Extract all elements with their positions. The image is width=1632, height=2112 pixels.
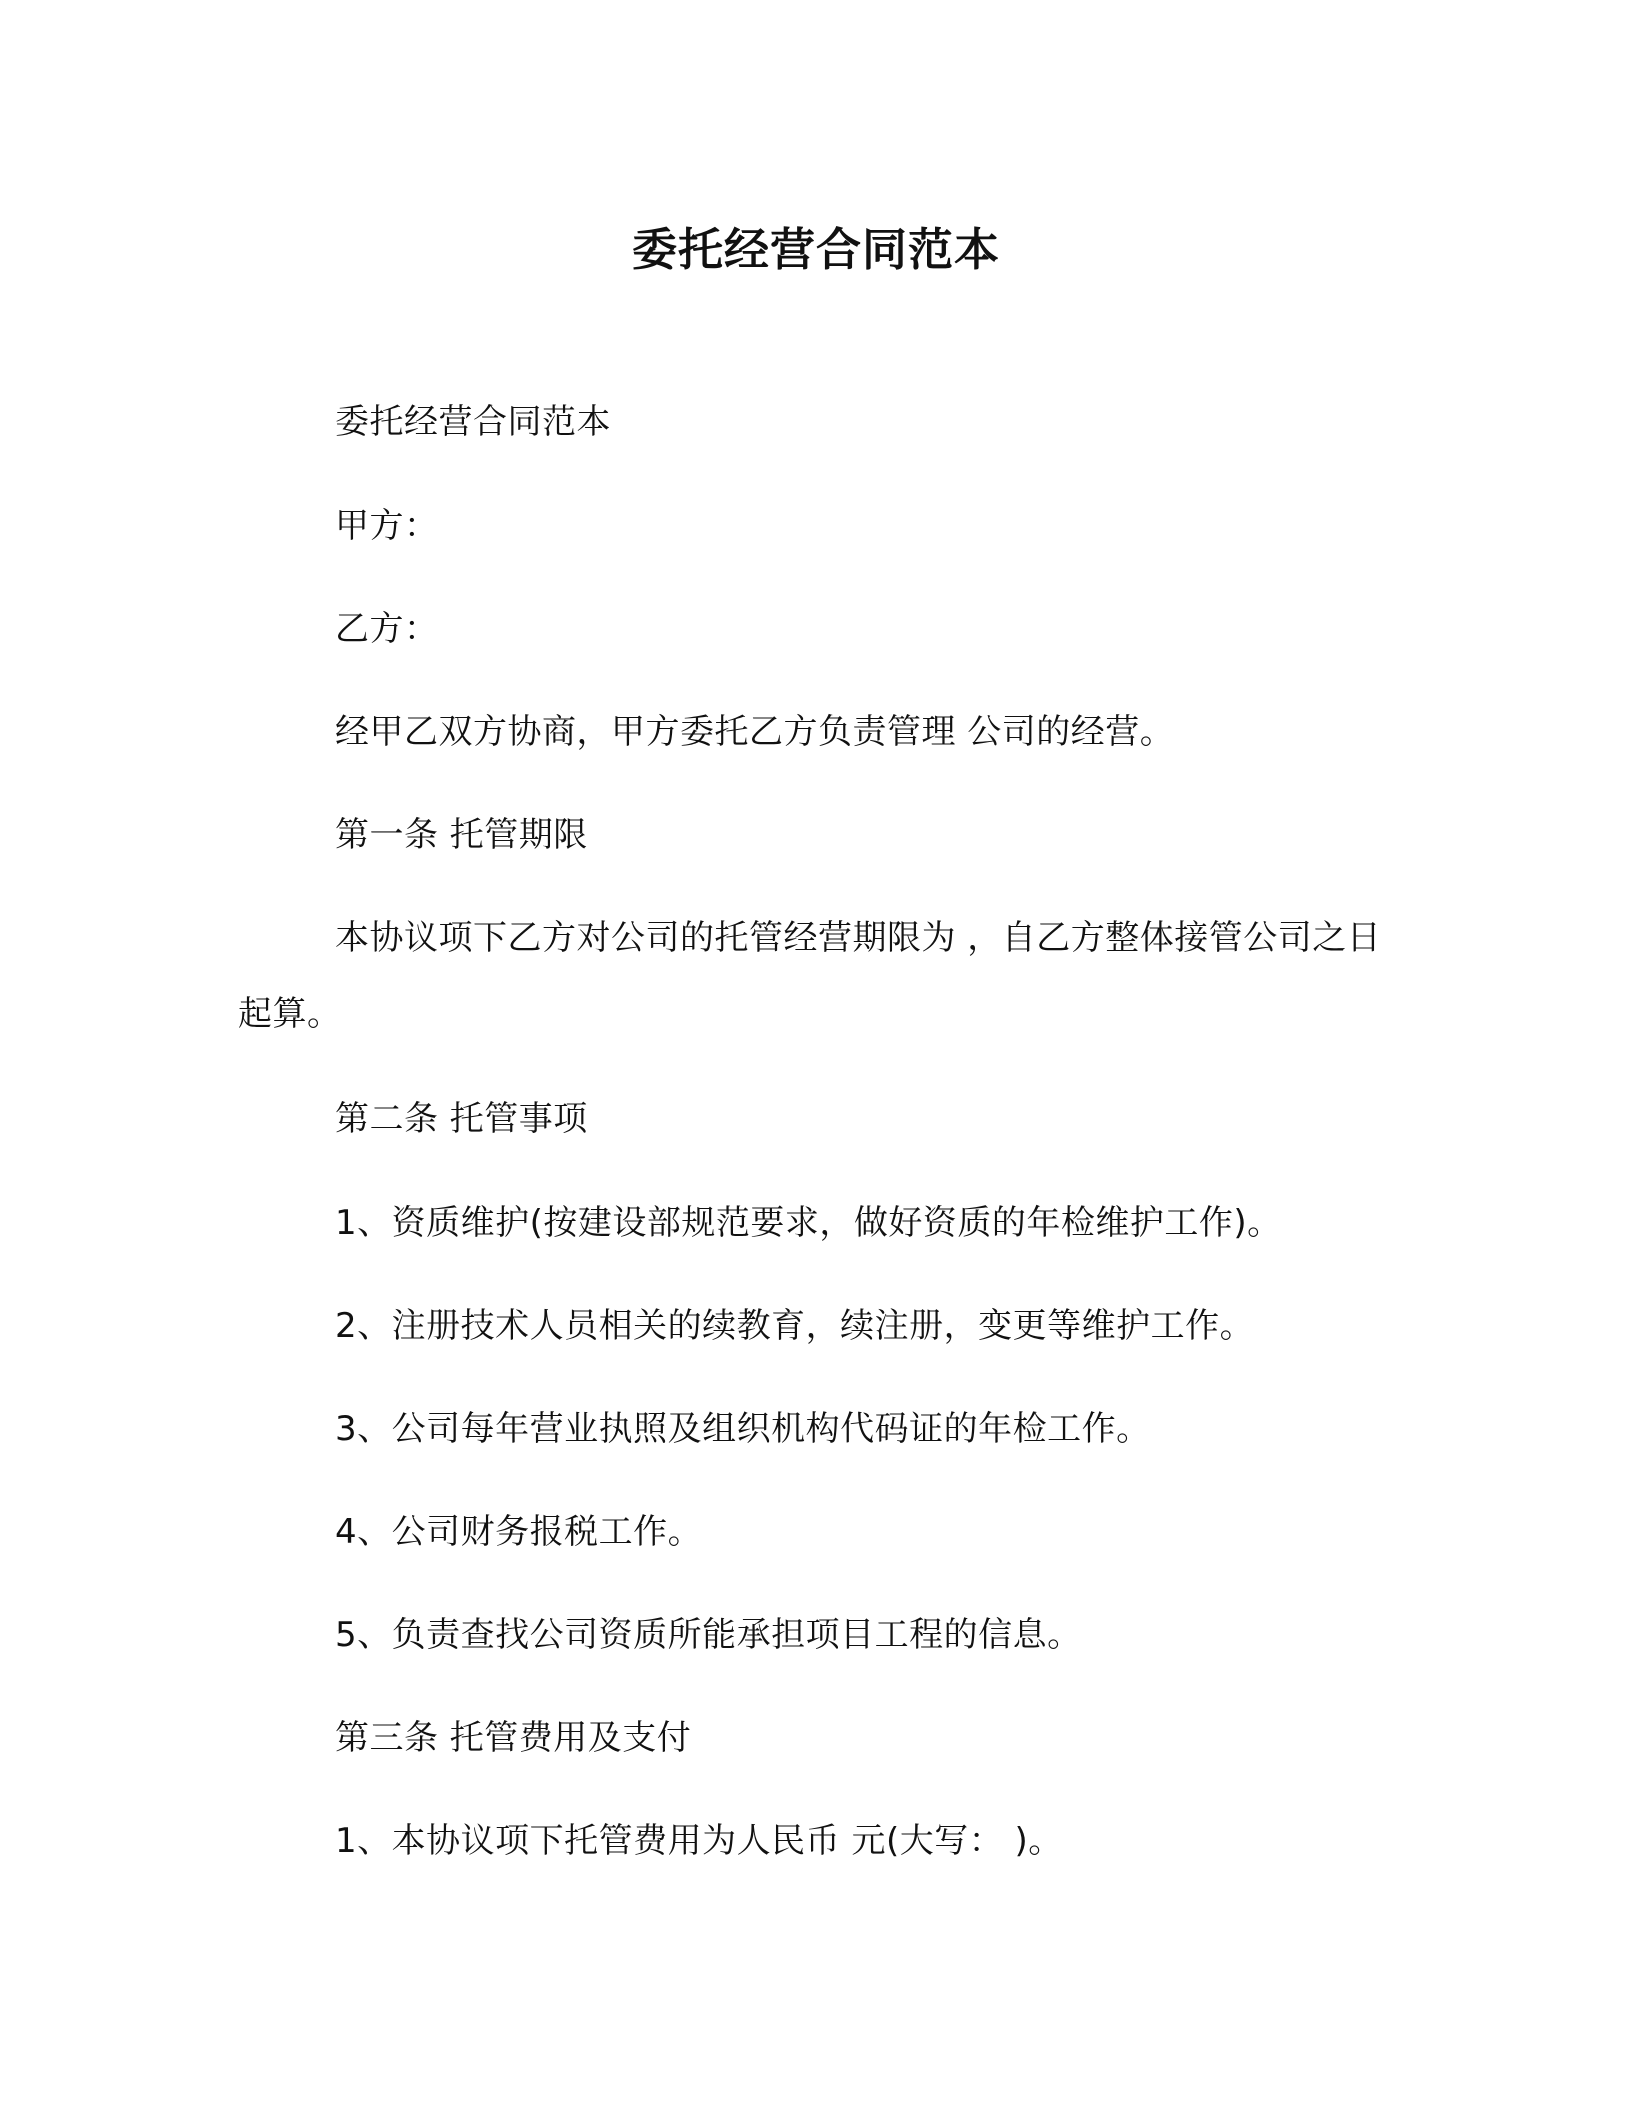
article-2-heading: 第二条 托管事项 bbox=[335, 1099, 588, 1139]
article-1-heading: 第一条 托管期限 bbox=[335, 815, 588, 855]
paragraph-party-b: 乙方： bbox=[335, 609, 439, 649]
paragraph-party-a: 甲方： bbox=[335, 506, 439, 546]
article-2-item-3: 3、公司每年营业执照及组织机构代码证的年检工作。 bbox=[335, 1409, 1151, 1449]
article-3-item-1: 1、本协议项下托管费用为人民币 元(大写： )。 bbox=[335, 1821, 1063, 1861]
article-2-item-4: 4、公司财务报税工作。 bbox=[335, 1512, 703, 1552]
paragraph-subtitle: 委托经营合同范本 bbox=[335, 402, 611, 442]
article-3-heading: 第三条 托管费用及支付 bbox=[335, 1718, 692, 1758]
paragraph-intro: 经甲乙双方协商，甲方委托乙方负责管理 公司的经营。 bbox=[335, 712, 1175, 752]
article-2-item-2: 2、注册技术人员相关的续教育，续注册，变更等维护工作。 bbox=[335, 1306, 1255, 1346]
article-1-body: 本协议项下乙方对公司的托管经营期限为 ，自乙方整体接管公司之日起算。 bbox=[238, 918, 1382, 1034]
article-2-item-5: 5、负责查找公司资质所能承担项目工程的信息。 bbox=[335, 1615, 1082, 1655]
document-title: 委托经营合同范本 bbox=[631, 223, 1000, 276]
article-2-item-1: 1、资质维护(按建设部规范要求，做好资质的年检维护工作)。 bbox=[335, 1203, 1282, 1243]
